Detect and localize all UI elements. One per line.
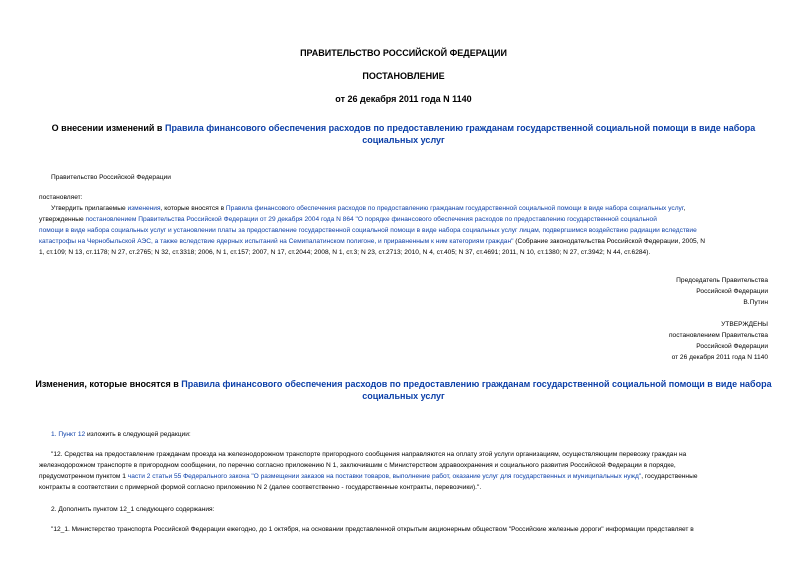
resolves-word: постановляет: <box>39 194 83 201</box>
government-subject: Правительство Российской Федерации <box>51 174 171 181</box>
signature-country: Российской Федерации <box>696 288 768 295</box>
changes-title-link-line2[interactable]: социальных услуг <box>362 391 445 401</box>
document-date-number: от 26 декабря 2011 года N 1140 <box>335 94 472 104</box>
item-1-link[interactable]: 1. Пункт 12 <box>51 431 86 438</box>
item-2: 2. Дополнить пунктом 12_1 следующего содержания: <box>51 506 215 513</box>
decree-864-link[interactable]: постановлением Правительства Российской Федерации от 29 декабря 2004 года N 864 "О порядке финансового обеспечения расходов по предоставлению государственной социальной <box>85 216 657 223</box>
legislation-references: 1, ст.109; N 13, ст.1178; N 27, ст.2765; N 32, ст.3318; 2006, N 1, ст.157; 2007, N 17, ст.2044; 2008, N 1, ст.3; N 23, ст.2713; 2010, N 4, ст.405; N 37, ст.4691; 2011, N 10, ст.1380; N 27, ст.3942; N 44, ст.6284). <box>39 249 651 256</box>
government-heading: ПРАВИТЕЛЬСТВО РОССИЙСКОЙ ФЕДЕРАЦИИ <box>300 48 507 58</box>
quoted-paragraph-12-1: "12_1. Министерство транспорта Российской Федерации ежегодно, до 1 октября, на основании представленной открытым акционерным обществом "Российские железные дороги" информации представляет в <box>51 526 694 533</box>
document-title <box>0 122 807 146</box>
resolution-paragraph: Утвердить прилагаемые изменения, которые вносятся в Правила финансового обеспечения расходов по предоставлению гражданам государственной социальной помощи в виде набора социальных услуг, утвержденные постановлением Правительства Российской Федерации от 29 декабря 2004 года N 864 "О порядке финансового обеспечения расходов по предоставлению государственной социальной помощи в виде набора социальных услуг и установлении платы за предоставление государственной социальной помощи в виде набора социальных услуг лицам, подвергшимся воздействию радиации вследствие катастрофы на Чернобыльской АЭС, а также вследствие ядерных испытаний на Семипалатинском полигоне, и приравненным к ним категориям граждан" (Собрание законодательства Российской Федерации, 2005, N 1, ст.109; N 13, ст.1178; N 27, ст.2765; N 32, ст.3318; 2006, N 1, ст.157; 2007, N 17, ст.2044; 2008, N 1, ст.3; N 23, ст.2713; 2010, N 4, ст.405; N 37, ст.4691; 2011, N 10, ст.1380; N 27, ст.3942; N 44, ст.6284). <box>39 205 706 256</box>
changes-link[interactable]: изменения <box>127 205 161 212</box>
approval-block: УТВЕРЖДЕНЫ постановлением Правительства Российской Федерации от 26 декабря 2011 года N 1140 <box>540 319 768 363</box>
federal-law-link[interactable]: части 2 статьи 55 Федерального закона "О размещении заказов на поставки товаров, выполнение работ, оказание услуг для государственных и муниципальных нужд" <box>127 473 642 480</box>
quoted-paragraph-12: "12. Средства на предоставление гражданам проезда на железнодорожном транспорте пригородного сообщения направляются на оплату этой услуги организациям, осуществляющим перевозку граждан на железнодорожном транспорте в пригородном сообщении, по перечню согласно приложению N 1, заключившим с Министерством здравоохранения и социального развития Российской Федерации в порядке, предусмотренном пунктом 1 части 2 статьи 55 Федерального закона "О размещении заказов на поставки товаров, выполнение работ, оказание услуг для государственных и муниципальных нужд", государственные контракты в соответствии с примерной формой согласно приложению N 2 (далее соответственно - государственные контракты, перевозчики).". <box>39 451 698 491</box>
signature-position: Председатель Правительства <box>676 277 768 284</box>
title-link[interactable]: Правила финансового обеспечения расходов по предоставлению гражданам государственной социальной помощи в виде набора <box>164 123 756 133</box>
title-prefix: О внесении изменений в <box>51 123 165 133</box>
changes-title-link[interactable]: Правила финансового обеспечения расходов по предоставлению гражданам государственной социальной помощи в виде набора <box>181 379 772 389</box>
title-link-line2[interactable]: социальных услуг <box>362 135 445 145</box>
signature-block <box>540 275 768 308</box>
changes-title <box>0 378 807 402</box>
rules-link[interactable]: Правила финансового обеспечения расходов по предоставлению гражданам государственной социальной помощи в виде набора социальных услуг <box>225 205 684 212</box>
approval-heading: УТВЕРЖДЕНЫ <box>721 321 768 328</box>
document-type: ПОСТАНОВЛЕНИЕ <box>362 71 445 81</box>
changes-title-prefix: Изменения, которые вносятся в <box>35 379 182 389</box>
decree-864-link-line3[interactable]: помощи в виде набора социальных услуг и установлении платы за предоставление государственной социальной помощи в виде набора социальных услуг лицам, подвергшимся воздействию радиации вследствие <box>39 227 697 234</box>
signature-name: В.Путин <box>743 299 768 306</box>
decree-864-link-line4[interactable]: катастрофы на Чернобыльской АЭС, а также вследствие ядерных испытаний на Семипалатинском полигоне, и приравненным к ним категориям граждан" <box>39 238 514 245</box>
item-1: 1. Пункт 12 изложить в следующей редакции: <box>51 431 191 438</box>
approval-date: от 26 декабря 2011 года N 1140 <box>671 354 768 361</box>
